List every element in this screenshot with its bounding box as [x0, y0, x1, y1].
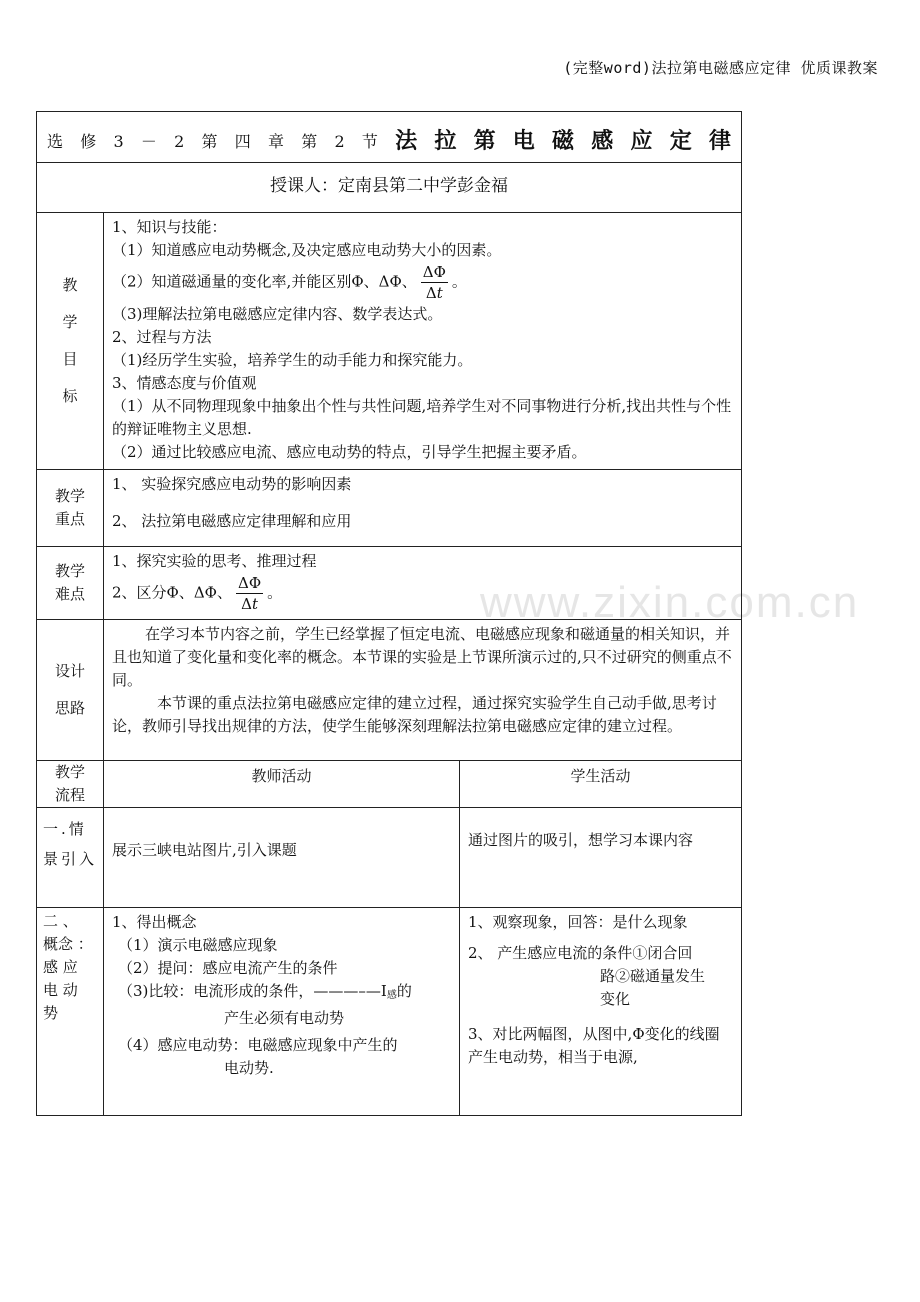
- watermark: www.zixin.com.cn: [480, 578, 860, 627]
- key-point: 1、 实验探究感应电动势的影响因素: [112, 475, 352, 493]
- design-paragraph: 在学习本节内容之前，学生已经掌握了恒定电流、电磁感应现象和磁通量的相关知识，并且也知道了变化量和变化率的概念。本节课的实验是上节课所演示过的,只不过研究的侧重点不同。: [112, 625, 732, 689]
- objective-text: （2）知道磁通量的变化率,并能区别Φ、ΔΦ、: [112, 272, 417, 291]
- key-points-label: 教学: [54, 487, 85, 505]
- design-label-cell: [37, 620, 104, 761]
- key-points-label: 重点: [54, 510, 85, 528]
- title-char: 章: [267, 132, 284, 151]
- teacher-activity: 1、得出概念 （1）演示电磁感应现象 （2）提问：感应电流产生的条件 （3)比较：电流形成的条件，$———-—I_感$的 产生必须有电动势 （4）感应电动势：电磁感应现象中产生的 电动势.: [104, 908, 460, 1116]
- fraction-denominator: Δt: [241, 595, 258, 613]
- title-cell: [37, 112, 742, 163]
- teacher-activity: 展示三峡电站图片,引入课题: [104, 808, 460, 908]
- design-label: 设计: [54, 662, 85, 680]
- objectives-content: [104, 213, 742, 470]
- objectives-label-char: 标: [62, 387, 78, 405]
- design-content: [104, 620, 742, 761]
- fraction-denominator: Δt: [425, 284, 443, 302]
- flow-step-label: 二 、 概念 ： 感 应 电 动 势: [37, 908, 104, 1116]
- difficulty-text: 2、区分Φ、ΔΦ、: [112, 583, 232, 602]
- difficulty: 1、探究实验的思考、推理过程: [112, 552, 317, 570]
- flow-label-cell: [37, 761, 104, 808]
- objective-line: （1）从不同物理现象中抽象出个性与共性问题,培养学生对不同事物进行分析,找出共性与个性的辩证唯物主义思想.: [112, 397, 732, 438]
- title-bold-char: 应: [630, 128, 653, 154]
- student-activity: 通过图片的吸引，想学习本课内容: [460, 808, 742, 908]
- design-label: 思路: [54, 699, 85, 717]
- key-point: 2、 法拉第电磁感应定律理解和应用: [112, 512, 352, 530]
- lesson-plan-table: [36, 111, 742, 1116]
- objective-line: （3)理解法拉第电磁感应定律内容、数学表达式。: [112, 305, 443, 323]
- objective-line: 1、知识与技能：: [112, 218, 227, 236]
- title-char: 四: [234, 132, 251, 151]
- title-bold-char: 拉: [434, 128, 457, 154]
- fraction-numerator: ΔΦ: [422, 263, 446, 281]
- difficulties-content: [104, 547, 742, 620]
- title-char: 3: [113, 132, 124, 151]
- document-header: (完整word)法拉第电磁感应定律 优质课教案: [563, 59, 878, 77]
- flow-label: 流程: [54, 786, 85, 804]
- key-points-content: [104, 470, 742, 547]
- student-activity: 1、观察现象，回答：是什么现象 2、 产生感应电流的条件①闭合回 路②磁通量发生 变化 3、对比两幅图，从图中,Φ变化的线圈产生电动势，相当于电源,: [460, 908, 742, 1116]
- title-bold-char: 磁: [552, 128, 575, 154]
- title-char: 2: [174, 132, 185, 151]
- teacher-name: 授课人：定南县第二中学彭金福: [270, 176, 508, 196]
- difficulties-label-cell: [37, 547, 104, 620]
- fraction-numerator: ΔΦ: [237, 574, 262, 592]
- difficulties-label: 教学: [54, 562, 85, 580]
- objectives-label-char: 学: [62, 313, 78, 331]
- student-activity-header: 学生活动: [460, 761, 742, 808]
- objectives-label-char: 目: [62, 350, 78, 368]
- difficulties-label: 难点: [54, 585, 85, 603]
- delta-phi-over-delta-t-fraction: [236, 573, 263, 614]
- objective-line: （2）通过比较感应电流、感应电动势的特点，引导学生把握主要矛盾。: [112, 443, 587, 461]
- delta-phi-over-delta-t-fraction: [421, 262, 448, 303]
- key-points-label-cell: [37, 470, 104, 547]
- title-bold-char: 法: [395, 128, 418, 154]
- objective-line: 2、过程与方法: [112, 328, 212, 346]
- objectives-label-cell: [37, 213, 104, 470]
- objective-line: （1)经历学生实验，培养学生的动手能力和探究能力。: [112, 351, 473, 369]
- title-bold-char: 电: [512, 128, 535, 154]
- objective-text: 。: [451, 272, 467, 291]
- design-paragraph: 本节课的重点法拉第电磁感应定律的建立过程，通过探究实验学生自己动手做,思考讨论，教师引导找出规律的方法，使学生能够深刻理解法拉第电磁感应定律的建立过程。: [112, 694, 717, 735]
- objectives-label-char: 教: [62, 276, 78, 294]
- title-char: 节: [361, 132, 378, 151]
- title-char: －: [140, 132, 157, 151]
- title-char: 2: [334, 132, 345, 151]
- teacher-activity-header: 教师活动: [104, 761, 460, 808]
- title-char: 修: [80, 132, 97, 151]
- lesson-title: [37, 112, 741, 153]
- objective-line: （1）知道感应电动势概念,及决定感应电动势大小的因素。: [112, 241, 502, 259]
- objective-line: 3、情感态度与价值观: [112, 374, 257, 392]
- flow-label: 教学: [54, 763, 85, 781]
- teacher-cell: [37, 163, 742, 213]
- title-bold-char: 第: [473, 128, 496, 154]
- title-bold-char: 定: [669, 128, 692, 154]
- difficulty: [112, 573, 733, 614]
- title-bold-char: 律: [708, 128, 731, 154]
- objective-line: [112, 262, 733, 303]
- title-char: 第: [301, 132, 318, 151]
- flow-step-label: 一.情景引入: [37, 808, 104, 908]
- difficulty-text: 。: [267, 583, 283, 602]
- title-char: 选: [47, 132, 64, 151]
- title-bold-char: 感: [591, 128, 614, 154]
- title-char: 第: [201, 132, 218, 151]
